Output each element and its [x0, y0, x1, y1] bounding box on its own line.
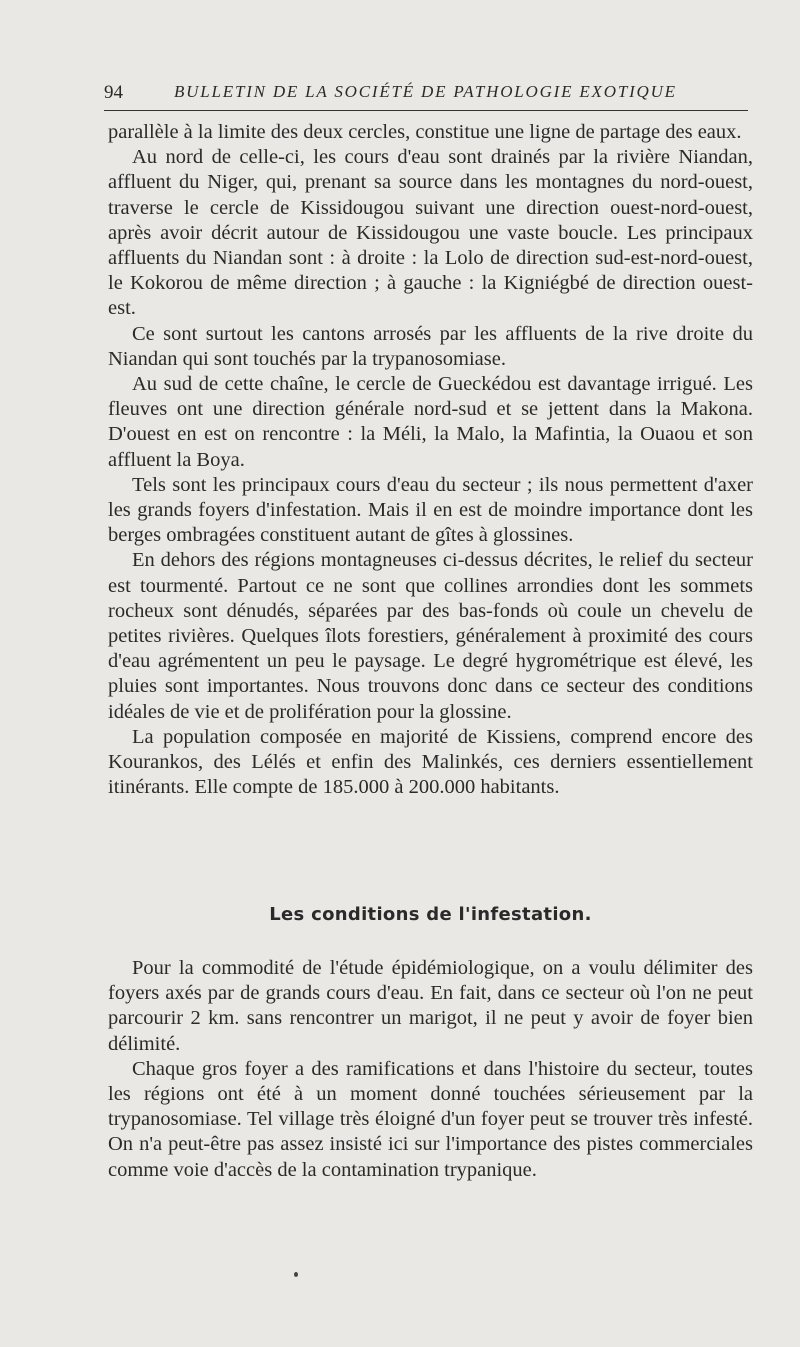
paragraph: Au nord de celle-ci, les cours d'eau sont drainés par la rivière Niandan, affluent du Niger, qui, prenant sa source dans les montagnes du nord-ouest, traverse le cercle de Kissidougou suivant une direction ouest-nord-ouest, après avoir décrit autour de Kissidougou une vaste boucle. Les principaux affluents du Niandan sont : à droite : la Lolo de direction sud-est-nord-ouest, le Kokorou de même direction ; à gauche : la Kigniégbé de direction ouest-est. — [108, 146, 753, 320]
body-text-section-1 — [108, 120, 753, 800]
page-header — [104, 80, 748, 106]
paragraph: Tels sont les principaux cours d'eau du secteur ; ils nous permettent d'axer les grands foyers d'infestation. Mais il en est de moindre importance dont les berges ombragées constituent autant de gîtes à glossines. — [108, 473, 753, 547]
paragraph: Ce sont surtout les cantons arrosés par les affluents de la rive droite du Niandan qui sont touchés par la trypanosomiase. — [108, 322, 753, 370]
page-number: 94 — [104, 82, 123, 103]
section-heading: Les conditions de l'infestation. — [269, 904, 592, 925]
body-text-section-2 — [108, 956, 753, 1183]
paragraph: La population composée en majorité de Kissiens, comprend encore des Kourankos, des Lélés et enfin des Malinkés, ces derniers essentiellement itinérants. Elle compte de 185.000 à 200.000 habitants. — [108, 725, 753, 799]
paragraph: Au sud de cette chaîne, le cercle de Gueckédou est davantage irrigué. Les fleuves ont une direction générale nord-sud et se jettent dans la Makona. D'ouest en est on rencontre : la Méli, la Malo, la Mafintia, la Ouaou et son affluent la Boya. — [108, 373, 753, 471]
header-rule — [104, 110, 748, 111]
stray-dot — [294, 1272, 298, 1277]
paragraph: parallèle à la limite des deux cercles, constitue une ligne de partage des eaux. — [108, 121, 742, 143]
paragraph: Chaque gros foyer a des ramifications et dans l'histoire du secteur, toutes les régions ont été à un moment donné touchées sérieusement par la trypanosomiase. Tel village très éloigné d'un foyer peut se trouver très infesté. On n'a peut-être pas assez insisté ici sur l'importance des pistes commerciales comme voie d'accès de la contamination trypanique. — [108, 1057, 753, 1181]
running-title: BULLETIN DE LA SOCIÉTÉ DE PATHOLOGIE EXOTIQUE — [174, 82, 677, 101]
paragraph: En dehors des régions montagneuses ci-dessus décrites, le relief du secteur est tourmenté. Partout ce ne sont que collines arrondies dont les sommets rocheux sont dénudés, séparées par des bas-fonds où coule un chevelu de petites rivières. Quelques îlots forestiers, généralement à proximité des cours d'eau agrémentent un peu le paysage. Le degré hygrométrique est élevé, les pluies sont importantes. Nous trouvons donc dans ce secteur des conditions idéales de vie et de prolifération pour la glossine. — [108, 549, 753, 723]
paragraph: Pour la commodité de l'étude épidémiologique, on a voulu délimiter des foyers axés par de grands cours d'eau. En fait, dans ce secteur où l'on ne peut parcourir 2 km. sans rencontrer un marigot, il ne peut y avoir de foyer bien délimité. — [108, 957, 753, 1055]
